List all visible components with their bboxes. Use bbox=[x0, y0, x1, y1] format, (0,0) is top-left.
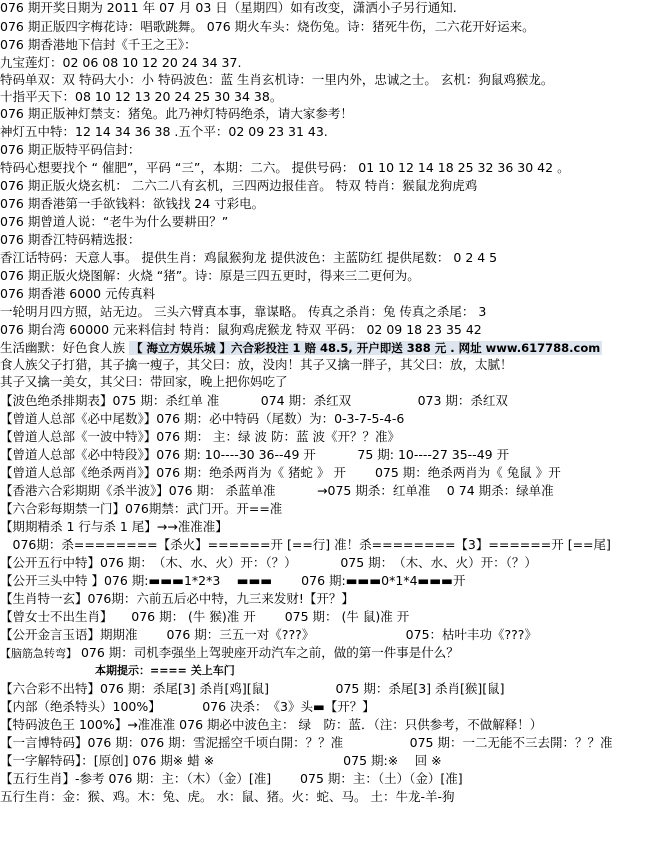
text-line-l2: 076 期正版四字梅花诗：唱歌跳舞。 076 期火车头：烧伤兔。诗：猪死牛伤，二六花开好运来。 bbox=[0, 19, 535, 34]
text-line-l25: 【曾道人总部《一波中特》】076 期： 主：绿 波 防：蓝 波《开？？准》 bbox=[0, 429, 400, 444]
text-line-l16: 076 期正版火烧图解：火烧 “猪”。诗：原是三四五更时，得来三二更何为。 bbox=[0, 268, 420, 283]
riddle-title: 【脑筋急转弯】 bbox=[0, 647, 77, 660]
text-line-l10: 特码心想要找个 “ 催肥”，平码 “三”，本期：二六。 提供号码： 01 10 12 14 18 25 32 36 30 42 。 bbox=[0, 160, 570, 175]
text-line-l9: 076 期正版特平码信封： bbox=[0, 142, 141, 157]
riddle-hint: 本期提示：==== 关上车门 bbox=[95, 664, 235, 677]
text-line-l41: 【特码波色王 100%】→准准准 076 期必中波色主： 绿 防：蓝．（注：只供参考，不做解释！） bbox=[0, 717, 543, 732]
text-line-l7: 076 期正版神灯禁支：猪兔。此乃神灯特码绝杀，请大家参考！ bbox=[0, 106, 353, 121]
text-line-l23: 【波色绝杀排期表】075 期：杀红单 准 074 期：杀红双 073 期：杀红双 bbox=[0, 393, 508, 408]
text-line-l40: 【内部（绝杀特头）100%】 076 决杀： 《3》头▬【开？】 bbox=[0, 699, 375, 714]
text-line-l45: 五行生肖：金：猴、鸡。木：兔、虎。 水：鼠、猪。火：蛇、马。 土：牛龙-羊-狗 bbox=[0, 789, 455, 804]
text-line-l32: 【公开五行中特】076 期： （木、水、火）开：（？） 075 期： （木、水、火）开：（？） bbox=[0, 555, 537, 570]
text-line-l26: 【曾道人总部《必中特段》】076 期: 10----30 36--49 开 75 期: 10----27 35--49 开 bbox=[0, 447, 510, 462]
text-line-l43: 【一字解特码】：[原创] 076 期※ 蜡 ※ 075 期:※ 回 ※ bbox=[0, 753, 442, 768]
text-line-l13: 076 期曾道人说：“老牛为什么要耕田？” bbox=[0, 214, 229, 229]
text-line-l12: 076 期香港第一手欲钱料：欲钱找 24 寸彩电。 bbox=[0, 196, 265, 211]
text-line-l19: 076 期台湾 60000 元来料信封 特肖：鼠狗鸡虎猴龙 特双 平码： 02 09 18 23 35 42 bbox=[0, 322, 482, 337]
riddle-text: 076 期：司机李强坐上驾驶座开动汽车之前，做的第一件事是什么？ bbox=[77, 645, 459, 660]
text-line-l18: 一轮明月四方照，站无边。 三头六臂真本事，靠谋略。 传真之杀肖：兔 传真之杀尾： 3 bbox=[0, 304, 487, 319]
text-line-l21: 食人族父子打猎，其子擒一瘦子，其父曰：放，没肉！其子又擒一胖子，其父曰：放，太腻！ bbox=[0, 357, 513, 372]
riddle-line bbox=[0, 645, 459, 662]
text-line-l30: 【期期精杀 1 行与杀 1 尾】→→准准准】 bbox=[0, 519, 228, 534]
text-line-l34: 【生肖特一玄】076期：六前五后必中特，九三来发财!【开？】 bbox=[0, 591, 354, 606]
text-line-l8: 神灯五中特：12 14 34 36 38 .五个平：02 09 23 31 43. bbox=[0, 124, 328, 139]
text-line-l31: 076期：杀========【杀火】======开 [==行] 准！杀========【3】======开 [==尾] bbox=[0, 537, 611, 552]
text-line-l22: 其子又擒一美女，其父曰：带回家，晚上把你妈吃了 bbox=[0, 374, 288, 389]
text-line-l17: 076 期香港 6000 元传真料 bbox=[0, 286, 156, 301]
text-line-l24: 【曾道人总部《必中尾数》】076 期：必中特码（尾数）为：0-3-7-5-4-6 bbox=[0, 411, 405, 426]
text-line-l35: 【曾女士不出生肖】 076 期： (牛 猴)准 开 075 期： (牛 鼠)准 开 bbox=[0, 609, 410, 624]
text-line-l5: 特码单双：双 特码大小：小 特码波色：蓝 生肖玄机诗：一里内外，忠诚之士。 玄机：狗鼠鸡猴龙。 bbox=[0, 72, 554, 87]
text-line-l3: 076 期香港地下信封《千王之王》： bbox=[0, 37, 197, 52]
text-line-l14: 076 期香江特码精选报： bbox=[0, 232, 141, 247]
text-line-l36: 【公开金言玉语】期期准 076 期：三五一对《???》 075：枯叶丰功《???》 bbox=[0, 627, 537, 642]
text-line-l6: 十指平天下：08 10 12 13 20 24 25 30 34 38。 bbox=[0, 89, 283, 104]
text-line-l39: 【六合彩不出特】076 期：杀尾[3] 杀肖[鸡][鼠] 075 期：杀尾[3] 杀肖[猴][鼠] bbox=[0, 681, 505, 696]
text-line-l11: 076 期正版火烧玄机： 二六二八有玄机，三四两边报佳音。 特双 特肖：猴鼠龙狗虎鸡 bbox=[0, 178, 478, 193]
text-line-l4: 九宝莲灯：02 06 08 10 12 20 24 34 37. bbox=[0, 55, 242, 70]
text-line-l29: 【六合彩每期禁一门】076期禁：武门开。开==准 bbox=[0, 501, 283, 516]
text-line-l20 bbox=[0, 340, 602, 357]
text-line-l42: 【一言博特码】076 期：076 期：雪泥摇空千顷白開：？？准 075 期：一二无能不三去開：？？准 bbox=[0, 735, 613, 750]
text-line-l28: 【香港六合彩期期《杀半波》】076 期： 杀蓝单准 →075 期杀：红单准 0 74 期杀：绿单准 bbox=[0, 483, 554, 498]
text-line-l1: 076 期开奖日期为 2011 年 07 月 03 日（星期四）如有改变，潇洒小子另行通知. bbox=[0, 0, 457, 15]
text-line-l44: 【五行生肖】-参考 076 期：主：（木）（金）[准] 075 期：主：（土）（金）[准] bbox=[0, 771, 463, 786]
text-line-l33: 【公开三头中特 】076 期:▬▬▬1*2*3 ▬▬▬ 076 期:▬▬▬0*1*4▬▬▬开 bbox=[0, 573, 466, 588]
text-line-l27: 【曾道人总部《绝杀两肖》】076 期：绝杀两肖为《 猪蛇 》 开 075 期：绝杀两肖为《 兔鼠 》开 bbox=[0, 465, 561, 480]
text-line-l15: 香江话特码：天意人事。 提供生肖：鸡鼠猴狗龙 提供波色：主蓝防红 提供尾数： 0 2 4 5 bbox=[0, 250, 498, 265]
humor-label: 生活幽默：好色食人族 bbox=[0, 340, 126, 355]
ad-banner[interactable]: 【 海立方娱乐城 】六合彩投注 1 赔 48.5, 开户即送 388 元 . 网址 www.617788.com bbox=[131, 341, 601, 355]
